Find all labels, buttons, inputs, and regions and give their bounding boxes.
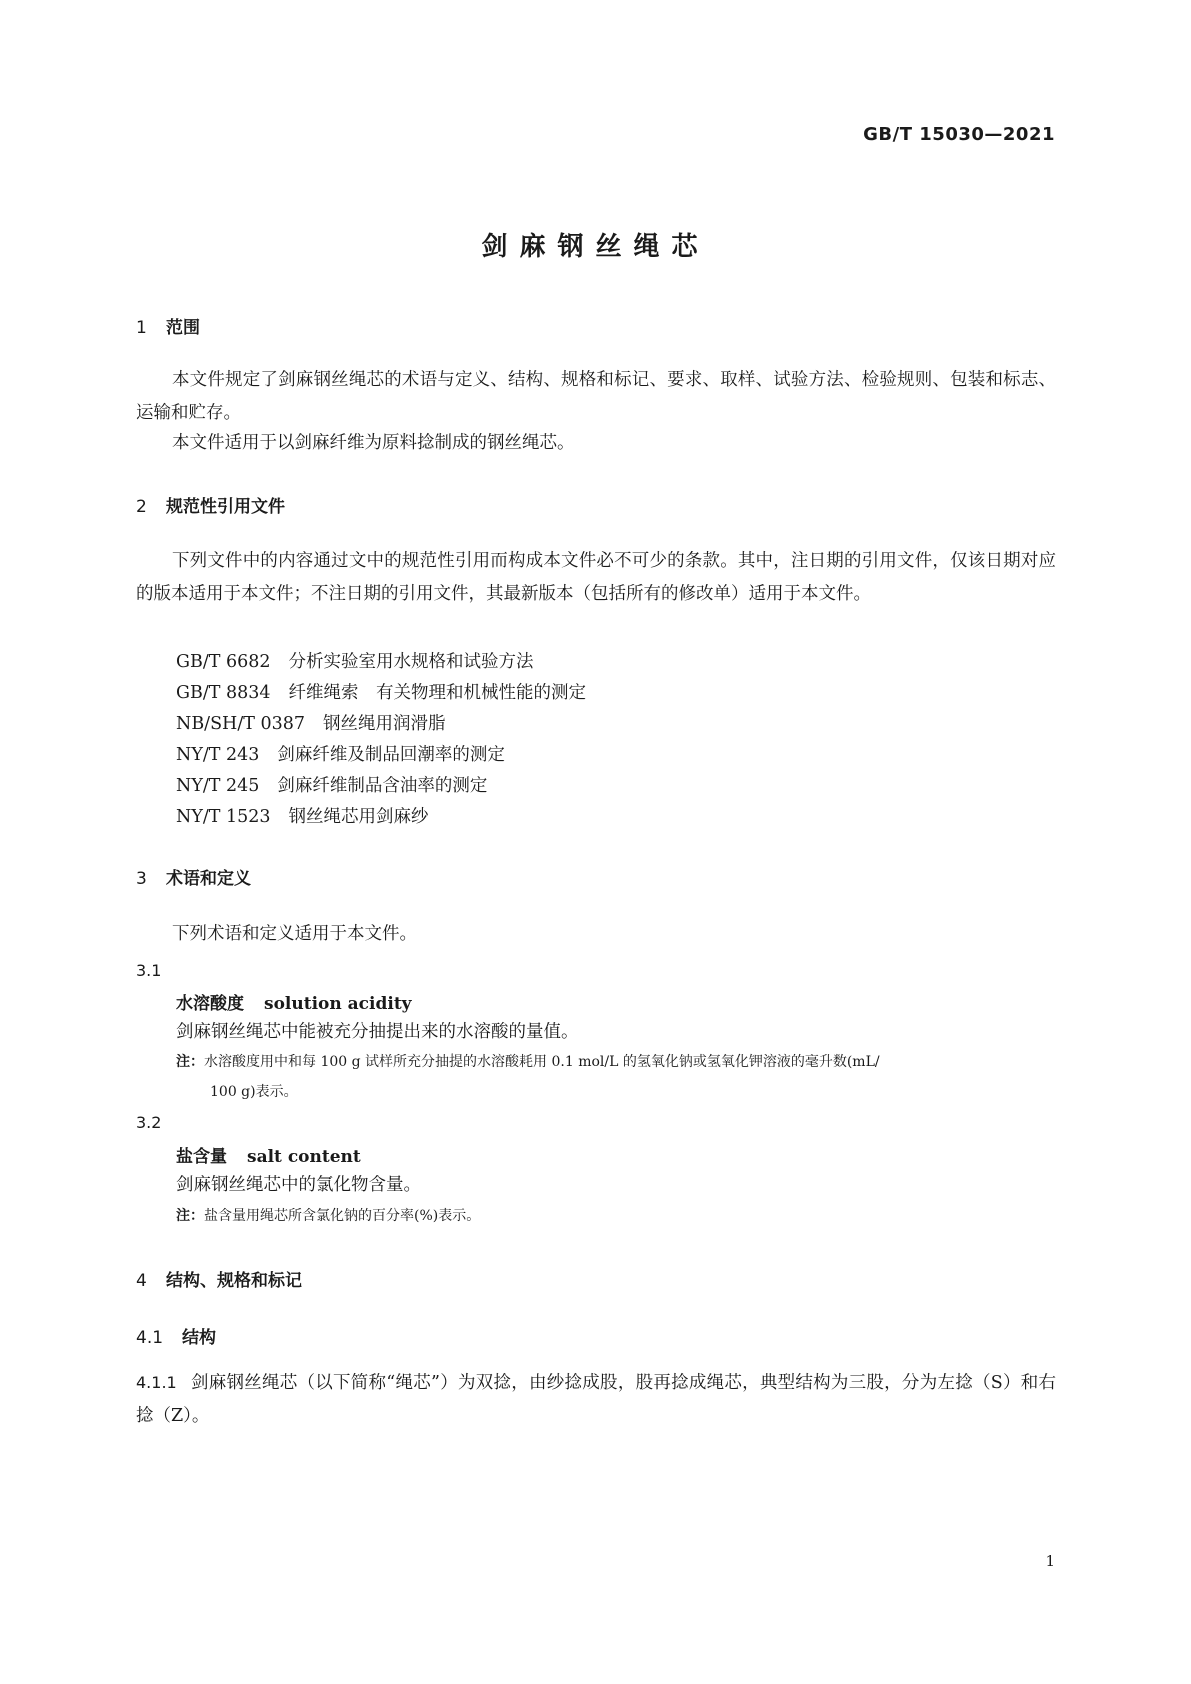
term-en: salt content — [247, 1147, 361, 1167]
section-title: 术语和定义 — [166, 869, 251, 889]
clause-text: 剑麻钢丝绳芯（以下简称“绳芯”）为双捻，由纱捻成股，股再捻成绳芯，典型结构为三股，分为左捻（S）和右捻（Z）。 — [136, 1373, 1056, 1426]
document-title: 剑麻钢丝绳芯 — [481, 232, 710, 262]
subsection-number: 4.1 — [136, 1328, 164, 1348]
section-title: 结构、规格和标记 — [166, 1271, 302, 1291]
reference-item — [176, 803, 429, 828]
reference-code: GB/T 8834 — [176, 683, 271, 703]
term-note — [176, 1047, 1056, 1107]
reference-item — [176, 710, 446, 735]
paragraph: 下列文件中的内容通过文中的规范性引用而构成本文件必不可少的条款。其中，注日期的引用文件，仅该日期对应的版本适用于本文件；不注日期的引用文件，其最新版本（包括所有的修改单）适用于本文件。 — [136, 551, 1056, 604]
term-zh: 盐含量 — [176, 1147, 227, 1167]
note-text-continued: 100 g)表示。 — [210, 1084, 298, 1100]
note-text: 水溶酸度用中和每 100 g 试样所充分抽提的水溶酸耗用 0.1 mol/L 的氢氧化钠或氢氧化钾溶液的毫升数(mL/ — [204, 1054, 880, 1070]
reference-code: NY/T 245 — [176, 776, 260, 796]
reference-code: NY/T 243 — [176, 745, 260, 765]
clause-number: 4.1.1 — [136, 1373, 177, 1392]
term-number: 3.2 — [136, 1113, 162, 1132]
term-definition: 剑麻钢丝绳芯中能被充分抽提出来的水溶酸的量值。 — [176, 1022, 579, 1042]
note-label: 注： — [176, 1208, 204, 1224]
paragraph: 本文件规定了剑麻钢丝绳芯的术语与定义、结构、规格和标记、要求、取样、试验方法、检验规则、包装和标志、运输和贮存。 — [136, 370, 1056, 423]
section-1-heading — [136, 313, 200, 338]
section-number: 1 — [136, 318, 147, 338]
reference-code: GB/T 6682 — [176, 652, 271, 672]
reference-item — [176, 741, 505, 766]
term-heading — [176, 1142, 361, 1167]
reference-title: 纤维绳索 有关物理和机械性能的测定 — [288, 683, 587, 703]
reference-code: NB/SH/T 0387 — [176, 714, 305, 734]
reference-title: 钢丝绳用润滑脂 — [323, 714, 446, 734]
section-title: 规范性引用文件 — [166, 497, 285, 517]
note-text: 盐含量用绳芯所含氯化钠的百分率(%)表示。 — [204, 1208, 481, 1224]
reference-title: 剑麻纤维及制品回潮率的测定 — [277, 745, 505, 765]
paragraph: 下列术语和定义适用于本文件。 — [172, 924, 417, 944]
reference-item — [176, 679, 586, 704]
page-number: 1 — [1045, 1552, 1055, 1570]
note-label: 注： — [176, 1054, 204, 1070]
reference-title: 剑麻纤维制品含油率的测定 — [277, 776, 488, 796]
reference-title: 钢丝绳芯用剑麻纱 — [288, 807, 429, 827]
reference-title: 分析实验室用水规格和试验方法 — [288, 652, 534, 672]
clause-paragraph — [136, 1366, 1056, 1433]
section-2-heading — [136, 492, 285, 517]
term-definition: 剑麻钢丝绳芯中的氯化物含量。 — [176, 1175, 421, 1195]
section-number: 3 — [136, 869, 147, 889]
reference-item — [176, 648, 534, 673]
term-note — [176, 1201, 1056, 1231]
section-3-heading — [136, 864, 251, 889]
reference-code: NY/T 1523 — [176, 807, 271, 827]
section-4-heading — [136, 1266, 302, 1291]
section-number: 4 — [136, 1271, 147, 1291]
term-zh: 水溶酸度 — [176, 994, 244, 1014]
term-heading — [176, 989, 412, 1014]
term-number: 3.1 — [136, 961, 162, 980]
standard-code: GB/T 15030—2021 — [863, 124, 1055, 145]
term-en: solution acidity — [264, 994, 412, 1014]
subsection-heading — [136, 1323, 216, 1348]
subsection-title: 结构 — [182, 1328, 216, 1348]
section-title: 范围 — [166, 318, 200, 338]
reference-item — [176, 772, 487, 797]
section-number: 2 — [136, 497, 147, 517]
paragraph: 本文件适用于以剑麻纤维为原料捻制成的钢丝绳芯。 — [172, 433, 575, 453]
